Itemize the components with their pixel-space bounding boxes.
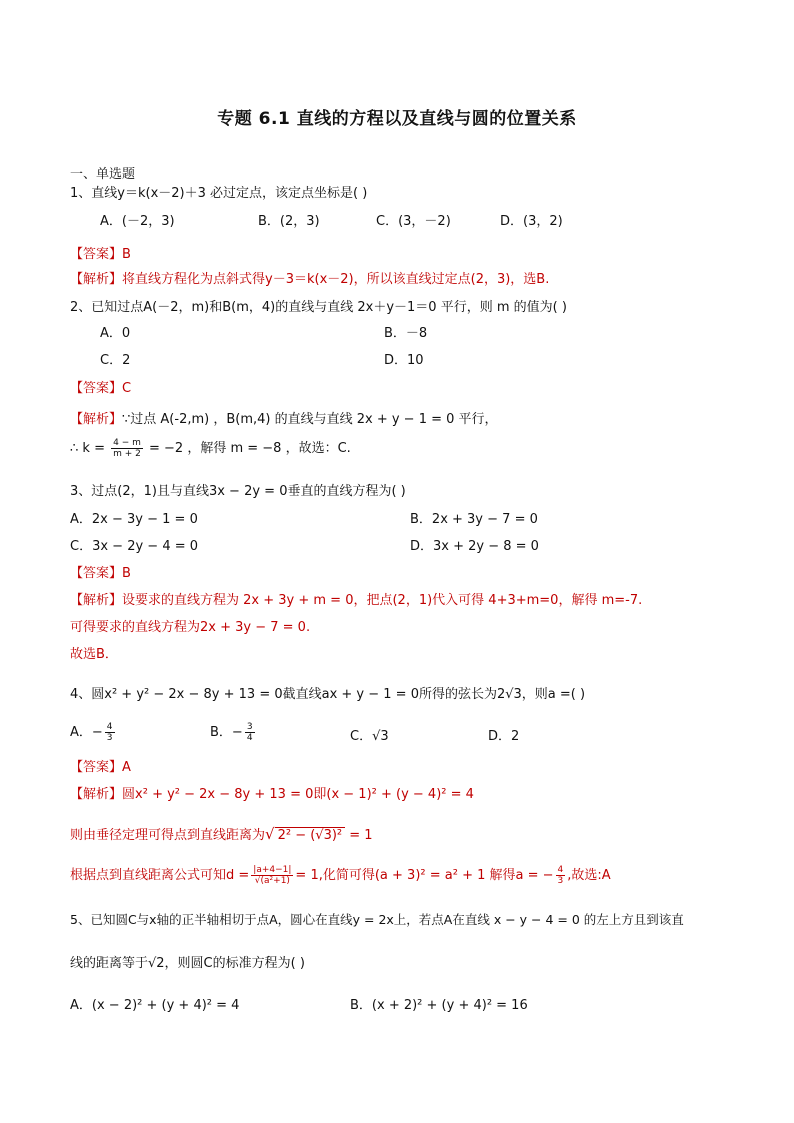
analysis-label: 【解析】 — [70, 412, 123, 427]
slope-fraction: $\frac{4 - m}{m + 2}$ — [113, 438, 141, 459]
q3-option-b: B．2x + 3y − 7 = 0 — [410, 512, 538, 527]
q2-analysis-line-2 — [70, 437, 351, 459]
answer-label: 【答案】 — [70, 381, 123, 396]
q1-option-d: D．(3，2) — [500, 214, 563, 229]
q2-option-a: A．0 — [100, 326, 131, 341]
q4-option-c: C．√3 — [350, 729, 389, 744]
q3-analysis-line-2: 可得要求的直线方程为2x + 3y − 7 = 0. — [70, 620, 311, 635]
q1-answer — [70, 243, 131, 262]
q2-option-c: C．2 — [100, 353, 131, 368]
q4-analysis-line-1: 【解析】圆x² + y² − 2x − 8y + 13 = 0即(x − 1)² + (y − 4)² = 4 — [70, 787, 474, 802]
q1-option-c: C．(3，－2) — [376, 214, 451, 229]
q4-answer — [70, 756, 131, 775]
analysis-label: 【解析】 — [70, 272, 123, 287]
q5-option-a: A．(x − 2)² + (y + 4)² = 4 — [70, 998, 240, 1013]
answer-label: 【答案】 — [70, 247, 123, 262]
question-2-stem: 2、已知过点A(－2，m)和B(m，4)的直线与直线 2x＋y－1＝0 平行，则 m 的值为( ) — [70, 300, 567, 315]
analysis-label: 【解析】 — [70, 593, 123, 608]
q1-option-a: A．(－2，3) — [100, 214, 175, 229]
q3-option-a: A．2x − 3y − 1 = 0 — [70, 512, 198, 527]
q4-option-b: B．− $\frac{3}{4}$ — [210, 722, 253, 743]
q1-option-b: B．(2，3) — [258, 214, 320, 229]
analysis-label: 【解析】 — [70, 787, 123, 802]
answer-value: A — [122, 760, 131, 775]
answer-label: 【答案】 — [70, 760, 123, 775]
analysis-text: 设要求的直线方程为 2x + 3y + m = 0，把点(2，1)代入可得 4+3+m=0，解得 m=-7. — [122, 593, 643, 608]
q3-option-d: D．3x + 2y − 8 = 0 — [410, 539, 539, 554]
q5-option-b: B．(x + 2)² + (y + 4)² = 16 — [350, 998, 528, 1013]
page-title: 专题 6.1 直线的方程以及直线与圆的位置关系 — [217, 109, 577, 129]
q3-analysis-line-1 — [70, 589, 642, 608]
q2-option-b: B．－8 — [384, 326, 428, 341]
question-5-stem-line-1: 5、已知圆C与x轴的正半轴相切于点A，圆心在直线y = 2x上，若点A在直线 x − y − 4 = 0 的左上方且到该直 — [70, 912, 684, 927]
answer-label: 【答案】 — [70, 566, 123, 581]
question-5-stem-line-2: 线的距离等于√2，则圆C的标准方程为( ) — [70, 956, 305, 971]
analysis-text: ∵过点 A(-2,m) ，B(m,4) 的直线与直线 2x + y − 1 = 0 平行， — [122, 412, 498, 427]
q4-option-d: D．2 — [488, 729, 520, 744]
analysis-text: ∴ k = — [70, 441, 105, 456]
question-4-stem: 4、圆x² + y² − 2x − 8y + 13 = 0截直线ax + y − 1 = 0所得的弦长为2√3，则a =( ) — [70, 687, 586, 702]
q3-analysis-line-3: 故选B． — [70, 647, 118, 662]
q4-option-a: A．− $\frac{4}{3}$ — [70, 722, 113, 743]
question-3-stem: 3、过点(2，1)且与直线3x − 2y = 0垂直的直线方程为( ) — [70, 484, 406, 499]
q3-answer — [70, 562, 131, 581]
question-1-stem: 1、直线y＝k(x－2)＋3 必过定点，该定点坐标是( ) — [70, 186, 368, 201]
q3-option-c: C．3x − 2y − 4 = 0 — [70, 539, 199, 554]
q2-analysis-line-1 — [70, 408, 498, 427]
q1-analysis — [70, 268, 549, 287]
q4-analysis-line-2: 则由垂径定理可得点到直线距离为√ 2² − (√3)² = 1 — [70, 825, 373, 843]
section-heading: 一、单选题 — [70, 167, 136, 182]
analysis-text: = −2 ，解得 m = −8 ，故选：C. — [149, 441, 351, 456]
analysis-text: 将直线方程化为点斜式得y－3＝k(x－2)，所以该直线过定点(2，3)，选B. — [122, 272, 550, 287]
answer-value: B — [122, 566, 131, 581]
q2-option-d: D．10 — [384, 353, 424, 368]
answer-value: B — [122, 247, 131, 262]
q2-answer — [70, 377, 131, 396]
answer-value: C — [122, 381, 132, 396]
q4-analysis-line-3: 根据点到直线距离公式可知d = $\frac{|a+4-1|}{\text{√(a²+1)}}$ = 1,化简可得(a + 3)² = a² + 1 解得a = − $\frac{4}{3}$ ,故选:A — [70, 865, 611, 886]
